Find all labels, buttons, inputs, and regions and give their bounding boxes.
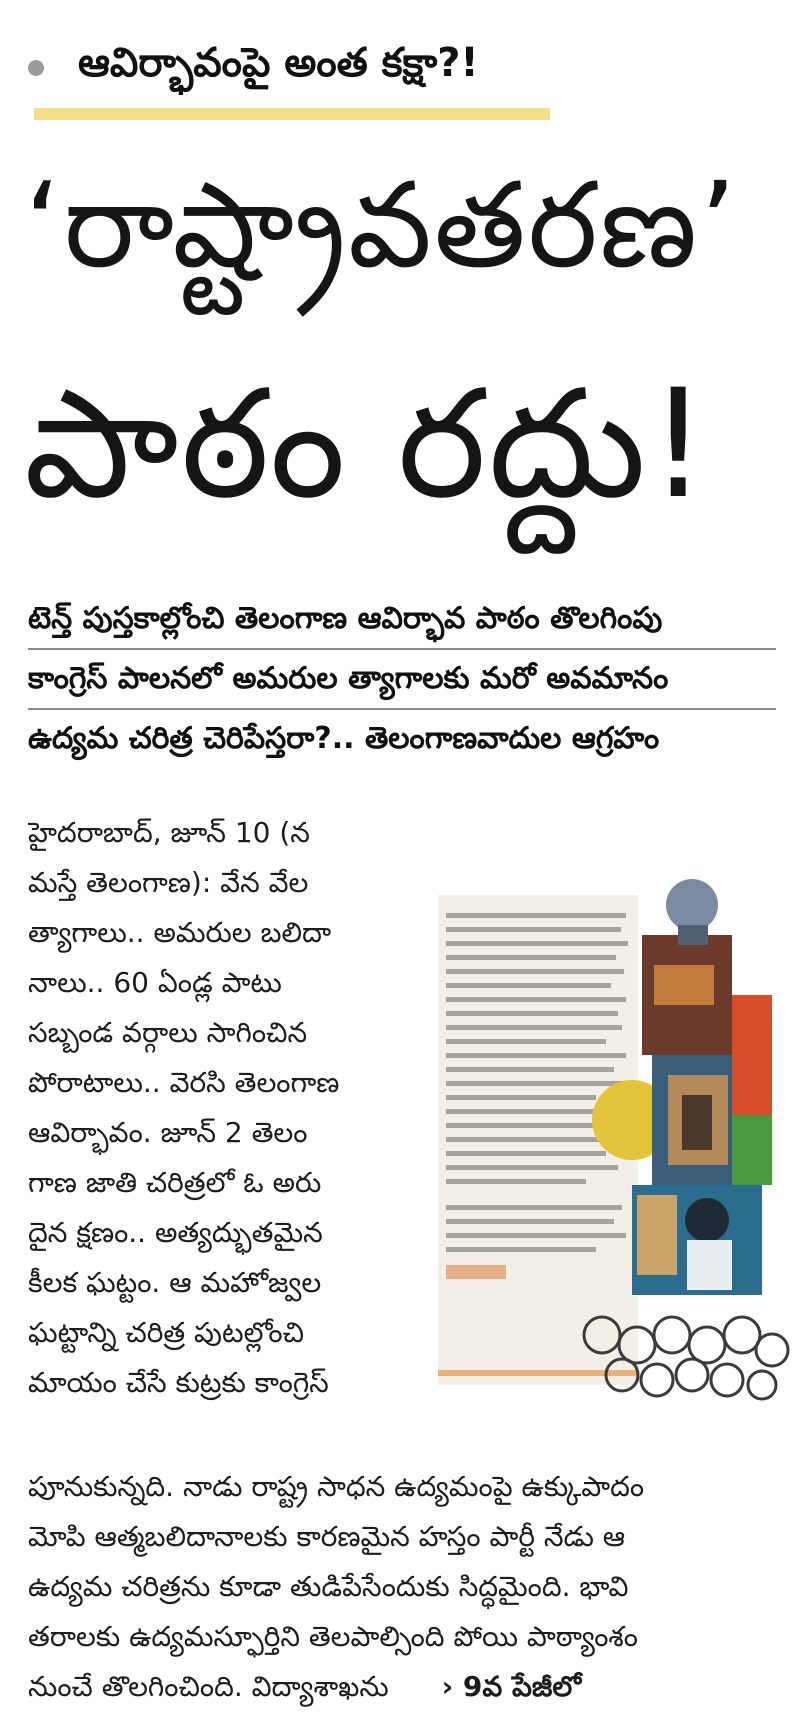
bullet-dot-icon: [28, 60, 44, 76]
body-line: కీలక ఘట్టం. ఆ మహోజ్వల: [28, 1266, 322, 1299]
subhead: ఉద్యమ చరిత్ర చెరిపేస్తరా?.. తెలంగాణవాదుల ఆగ్రహం: [28, 721, 660, 756]
body-line: పూనుకున్నది. నాడు రాష్ట్ర సాధన ఉద్యమంపై ఉక్కుపాదం: [28, 1470, 645, 1503]
article-illustration: [432, 865, 792, 1425]
body-line: మోపి ఆత్మబలిదానాలకు కారణమైన హస్తం పార్టీ నేడు ఆ: [28, 1520, 626, 1553]
body-line: దైన క్షణం.. అత్యద్భుతమైన: [28, 1216, 323, 1249]
chevron-right-icon: ›: [441, 1670, 454, 1703]
body-line: పోరాటాలు.. వెరసి తెలంగాణ: [28, 1066, 340, 1099]
subhead: టెన్త్ పుస్తకాల్లోంచి తెలంగాణ ఆవిర్భావ పాఠం తొలగింపు: [28, 590, 776, 650]
body-line: గాణ జాతి చరిత్రలో ఓ అరు: [28, 1166, 322, 1199]
body-line-last: [28, 1662, 780, 1712]
kicker-highlight-bar: [34, 108, 550, 120]
body-line-text: నుంచే తొలగించింది. విద్యాశాఖను: [28, 1670, 389, 1703]
headline-line-1: ‘రాష్ట్రావతరణ’: [24, 156, 739, 294]
kicker-text: ఆవిర్భావంపై అంత కక్షా?!: [78, 40, 479, 86]
body-line: మాయం చేసే కుట్రకు కాంగ్రెస్: [28, 1366, 329, 1399]
headline-line-2: పాఠం రద్దు!: [24, 358, 711, 532]
page-box: [446, 1265, 506, 1279]
body-line: మస్తే తెలంగాణ): వేన వేల: [28, 866, 309, 899]
body-line: ఉద్యమ చరిత్రను కూడా తుడిపేసేందుకు సిద్ధమైంది. భావి: [28, 1570, 629, 1603]
subheads: [28, 590, 776, 768]
body-line: తరాలకు ఉద్యమస్ఫూర్తిని తెలపాల్సింది పోయి పాఠ్యాంశం: [28, 1620, 638, 1653]
body-line: సబ్బండ వర్గాలు సాగించిన: [28, 1016, 308, 1049]
continued-link[interactable]: [442, 1670, 582, 1703]
kicker: [28, 40, 479, 96]
body-line: నాలు.. 60 ఏండ్ల పాటు: [28, 966, 282, 999]
body-line: ఘట్టాన్ని చరిత్ర పుటల్లోంచి: [28, 1316, 305, 1349]
body-line: త్యాగాలు.. అమరుల బలిదా: [28, 916, 332, 949]
body-line: ఆవిర్భావం. జూన్ 2 తెలం: [28, 1116, 308, 1149]
body-line: హైదరాబాద్, జూన్ 10 (న: [28, 816, 310, 849]
article-body-column: [28, 808, 418, 1408]
article-body-full-width: [28, 1462, 780, 1712]
subhead: కాంగ్రెస్ పాలనలో అమరుల త్యాగాలకు మరో అవమానం: [28, 650, 776, 710]
continued-page-label: 9వ పేజీలో: [462, 1670, 582, 1703]
